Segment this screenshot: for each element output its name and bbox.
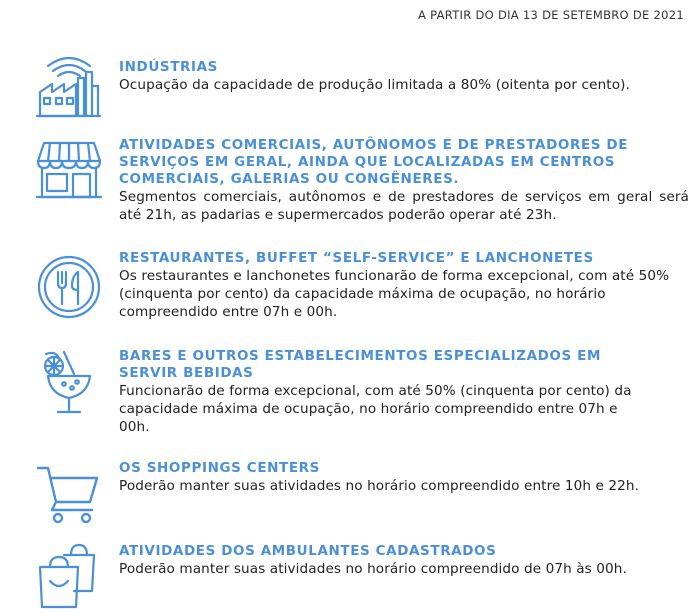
plate-cutlery-icon (34, 252, 104, 322)
item-description: Os restaurantes e lanchonetes funcionarão de forma excepcional, com até 50% (cinquenta por cento) da capacidade máxima de ocupação, no horário compreendido entre 07h e 00h. (119, 268, 670, 320)
shopping-cart-icon (34, 458, 104, 528)
item-description: Funcionarão de forma excepcional, com até 50% (cinquenta por cento) da capacidade máxima de ocupação, no horário compreendido entre 07h e 00h. (119, 383, 632, 435)
item-description: Segmentos comerciais, autônomos e de prestadores de serviços em geral será até 21h, as padarias e supermercados poderão operar até 23h. (119, 189, 689, 223)
item-title: BARES E OUTROS ESTABELECIMENTOS ESPECIALIZADOS EM SERVIR BEBIDAS (119, 348, 601, 381)
factory-icon (34, 52, 104, 122)
cocktail-glass-icon (34, 348, 104, 418)
item-title: ATIVIDADES COMERCIAIS, AUTÔNOMOS E DE PRESTADORES DE SERVIÇOS EM GERAL, AINDA QUE LOCALIZADAS EM CENTROS COMERCIAIS, GALERIAS OU CONGÊNERES. (119, 137, 629, 187)
item-description: Ocupação da capacidade de produção limitada a 80% (oitenta por cento). (119, 77, 630, 93)
effective-date: A PARTIR DO DIA 13 DE SETEMBRO DE 2021 (417, 8, 684, 22)
shopping-bags-icon (34, 541, 104, 611)
item-description: Poderão manter suas atividades no horário compreendido de 07h às 00h. (119, 561, 627, 577)
item-title: RESTAURANTES, BUFFET “SELF-SERVICE” E LANCHONETES (119, 250, 594, 266)
item-description: Poderão manter suas atividades no horário compreendido entre 10h e 22h. (119, 478, 640, 494)
item-title: ATIVIDADES DOS AMBULANTES CADASTRADOS (119, 543, 497, 559)
item-title: OS SHOPPINGS CENTERS (119, 460, 320, 476)
item-title: INDÚSTRIAS (119, 59, 219, 75)
storefront-icon (34, 137, 104, 207)
